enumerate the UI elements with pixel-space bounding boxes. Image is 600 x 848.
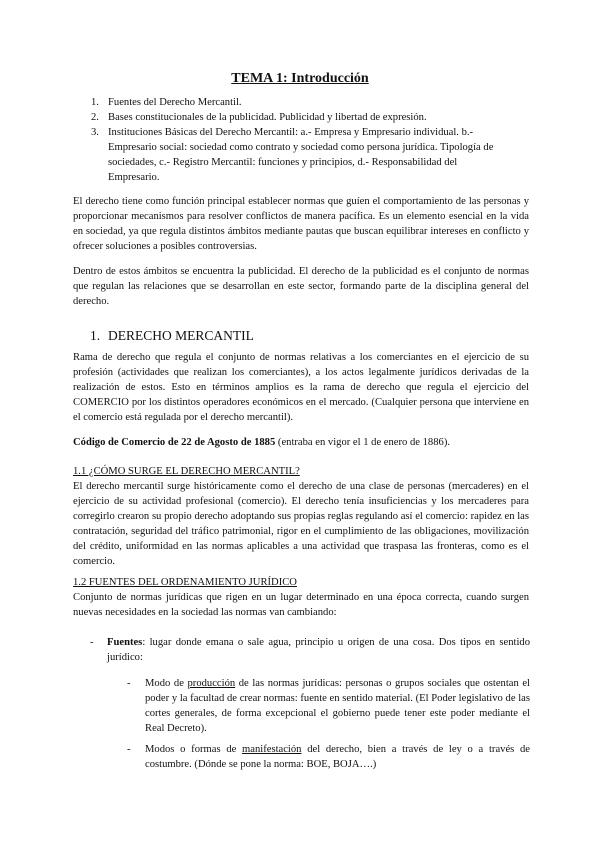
list-bullet-dash: - xyxy=(90,637,94,648)
sublist-item xyxy=(145,742,530,772)
toc-item xyxy=(91,110,508,125)
sublist-item-text: de las normas jurídicas: personas o grupos sociales que ostentan el poder y la facultad de crear normas: fuente en sentido material. (El Poder legislativo de las cortes generales, de forma excepcional el gobierno puede tener este poder mediante el Real Decreto). xyxy=(145,678,531,734)
list-item-term: Fuentes xyxy=(107,637,143,648)
toc-item-text: Instituciones Básicas del Derecho Mercantil: a.- Empresa y Empresario individual. b.- Empresario social: sociedad como contrato y sociedad como persona jurídica. Tipología de sociedades, c.- Registro Mercantil: funciones y principios, d.- Responsabilidad del Empresario. xyxy=(108,127,494,183)
toc-item-number: 1. xyxy=(91,97,99,108)
toc-item xyxy=(91,125,508,185)
list-item-definition: : lugar donde emana o sale agua, principio u origen de una cosa. Dos tipos en sentido jurídico: xyxy=(107,637,530,663)
list-item-fuentes xyxy=(107,635,530,665)
toc-item-number: 2. xyxy=(91,112,99,123)
code-of-commerce-line xyxy=(73,435,529,450)
subsection-1-2-paragraph: Conjunto de normas jurídicas que rigen en un lugar determinado en una época correcta, cuando surgen nuevas necesidades en la sociedad las normas van cambiando: xyxy=(73,592,529,618)
sublist-item-underlined: manifestación xyxy=(242,744,302,755)
subsection-heading-1-1: 1.1 ¿CÓMO SURGE EL DERECHO MERCANTIL? xyxy=(73,466,300,477)
subsection-heading-1-2: 1.2 FUENTES DEL ORDENAMIENTO JURÍDICO xyxy=(73,577,297,588)
code-of-commerce-title: Código de Comercio de 22 de Agosto de 1885 xyxy=(73,437,276,448)
sublist-bullet-dash: - xyxy=(127,744,131,755)
code-of-commerce-note: (entraba en vigor el 1 de enero de 1886). xyxy=(275,437,450,448)
sublist-item xyxy=(145,676,530,736)
sublist-bullet-dash: - xyxy=(127,678,131,689)
toc-item-number: 3. xyxy=(91,127,99,138)
sublist-item-underlined: producción xyxy=(187,678,236,689)
intro-paragraph-2: Dentro de estos ámbitos se encuentra la publicidad. El derecho de la publicidad es el conjunto de normas que regulan las relaciones que se desarrollan en este sector, formando parte de la disciplina general del derecho. xyxy=(73,266,529,307)
sublist-item-text: Modos o formas de xyxy=(145,744,243,755)
sublist-item-text: del derecho, bien a través de ley o a través de costumbre. (Dónde se pone la norma: BOE, BOJA….) xyxy=(145,744,530,770)
table-of-contents xyxy=(91,95,508,185)
intro-paragraph-1: El derecho tiene como función principal establecer normas que guíen el comportamiento de las personas y proporcionar mecanismos para resolver conflictos de manera pacífica. Es un elemento esencial en la vida en sociedad, ya que regula distintos ámbitos mediante pautas que buscan equilibrar intereses en conflicto y ofrecer soluciones a posibles controversias. xyxy=(73,196,529,252)
sublist-item-text: Modo de xyxy=(145,678,188,689)
section-title: DERECHO MERCANTIL xyxy=(108,328,254,343)
section-number: 1. xyxy=(90,328,101,343)
toc-item-text: Bases constitucionales de la publicidad. Publicidad y libertad de expresión. xyxy=(108,112,427,123)
page-title: TEMA 1: Introducción xyxy=(231,71,369,86)
subsection-1-1-paragraph: El derecho mercantil surge históricamente como el derecho de una clase de personas (mercaderes) en el ejercicio de su actividad profesional (comercio). El derecho tenía insuficiencias y los mercaderes para corregirlo crearon su propio derecho adoptando sus propias reglas regulando así el comercio: rapidez en las contratación, seguridad del tráfico patrimonial, rigor en el cumplimiento de las obligaciones, movilización del crédito, uniformidad en las normas aplicables a una actividad que traspasa las fronteras, como es el comercio. xyxy=(73,481,529,567)
section-1-paragraph: Rama de derecho que regula el conjunto de normas relativas a los comerciantes en el ejercicio de su profesión (actividades que realizan los comerciantes), a los actos legalmente jurídicos derivadas de la realización de estos. Esto en términos amplios es la rama de derecho que regula el ejercicio del COMERCIO por los distintos operadores económicos en el mercado. (Cualquier persona que interviene en el comercio está regulada por el derecho mercantil). xyxy=(73,352,529,423)
toc-item-text: Fuentes del Derecho Mercantil. xyxy=(108,97,242,108)
toc-item xyxy=(91,95,508,110)
